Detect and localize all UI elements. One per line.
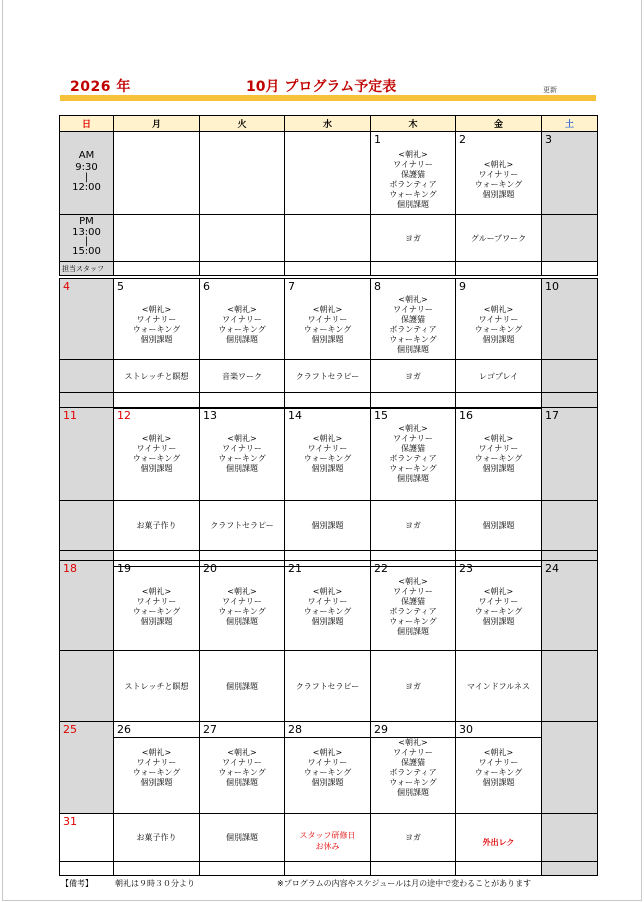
day-number: 22: [374, 562, 388, 575]
day-number: 26: [117, 723, 131, 736]
day-cell: [60, 722, 114, 814]
day-cell: [542, 722, 598, 814]
day-number: 13: [203, 409, 217, 422]
pm-time-label: PM 13:00 | 15:00: [60, 215, 114, 262]
week-pm-row: [60, 814, 598, 862]
weekday-mon: 月: [114, 116, 200, 132]
day-number: 15: [374, 409, 388, 422]
am-program: <朝礼> ワイナリー ウォーキング 個別課題: [474, 748, 523, 787]
day-number: 28: [288, 723, 302, 736]
am-program: <朝礼> ワイナリー ウォーキング 個別課題: [474, 305, 523, 344]
pm-program: クラフトセラピー: [285, 360, 371, 393]
day-cell: [456, 722, 542, 814]
day-cell: [200, 279, 285, 360]
day-number: [542, 722, 597, 736]
week-1-am-row: [60, 132, 598, 215]
week-block: [59, 278, 598, 409]
am-program: <朝礼> ワイナリー 保護猫 ボランティア ウォーキング 個別課題: [389, 577, 437, 636]
day-cell: [285, 722, 371, 814]
day-cell: [285, 132, 371, 215]
am-program: <朝礼> ワイナリー ウォーキング 個別課題: [474, 160, 523, 199]
pm-program: お菓子作り: [114, 814, 200, 862]
am-program: <朝礼> ワイナリー ウォーキング 個別課題: [474, 434, 523, 473]
header-bar: [60, 95, 596, 101]
day-number: 14: [288, 409, 302, 422]
day-number: 27: [203, 723, 217, 736]
day-number: 16: [459, 409, 473, 422]
day-cell: [200, 722, 285, 814]
day-cell: [114, 408, 200, 501]
weekday-sat: 土: [542, 116, 598, 132]
day-number: 8: [374, 280, 381, 293]
week-am-row: [60, 279, 598, 360]
day-cell: [542, 279, 598, 360]
day-cell: [60, 561, 114, 651]
weekday-wed: 水: [285, 116, 371, 132]
staff-row: [60, 862, 598, 876]
pm-program: 音楽ワーク: [200, 360, 285, 393]
day-number: 30: [459, 723, 473, 736]
week-am-row: [60, 722, 598, 814]
am-program: <朝礼> ワイナリー 保護猫 ボランティア ウォーキング 個別課題: [389, 738, 437, 797]
am-program: <朝礼> ワイナリー ウォーキング 個別課題: [218, 748, 266, 787]
am-program: <朝礼> ワイナリー ウォーキング 個別課題: [218, 587, 266, 626]
day-cell: [371, 722, 456, 814]
weekday-header-row: [60, 116, 598, 132]
pm-program: ヨガ: [371, 651, 456, 722]
day-number: 19: [117, 562, 131, 575]
day-number: 9: [459, 280, 466, 293]
day-number: 7: [288, 280, 295, 293]
weekday-thu: 木: [371, 116, 456, 132]
day-number: 5: [117, 280, 124, 293]
day-cell: [60, 408, 114, 501]
day-number: 18: [63, 562, 77, 575]
am-program: <朝礼> ワイナリー ウォーキング 個別課題: [132, 587, 181, 626]
am-program: <朝礼> ワイナリー ウォーキング 個別課題: [303, 305, 352, 344]
day-cell: [200, 132, 285, 215]
pm-program: ストレッチと瞑想: [114, 360, 200, 393]
week-block: [59, 721, 598, 876]
day-cell: [542, 408, 598, 501]
pm-program: お菓子作り: [114, 501, 200, 551]
day-cell: [60, 279, 114, 360]
day-cell: [456, 561, 542, 651]
day-cell: [456, 408, 542, 501]
day-cell: 3: [542, 132, 598, 215]
year-label: 2026 年: [70, 79, 131, 95]
pm-program: ヨガ: [371, 215, 456, 262]
pm-program: ストレッチと瞑想: [114, 651, 200, 722]
calendar-table: [59, 115, 598, 276]
pm-program: 個別課題: [285, 501, 371, 551]
day-cell: [456, 279, 542, 360]
week-pm-row: [60, 501, 598, 551]
page-title: 10月 プログラム予定表: [246, 79, 397, 95]
day-cell: [114, 722, 200, 814]
notes-disclaimer: ※プログラムの内容やスケジュールは月の途中で変わることがあります: [277, 879, 532, 888]
pm-program: スタッフ研修日 お休み: [285, 814, 371, 862]
day-number: 24: [545, 562, 559, 575]
day-number: 4: [63, 280, 70, 293]
day-cell: 2 <朝礼> ワイナリー ウォーキング 個別課題: [456, 132, 542, 215]
day-number: 12: [117, 409, 131, 422]
notes-morning: 朝礼は９時３０分より: [115, 879, 195, 888]
weekday-fri: 金: [456, 116, 542, 132]
am-program: <朝礼> ワイナリー ウォーキング 個別課題: [132, 305, 181, 344]
day-cell: [371, 561, 456, 651]
day-number: 20: [203, 562, 217, 575]
day-number: 31: [63, 815, 77, 828]
day-cell: [114, 561, 200, 651]
day-cell: 1 <朝礼> ワイナリー 保護猫 ボランティア ウォーキング 個別課題: [371, 132, 456, 215]
pm-program: クラフトセラピー: [200, 501, 285, 551]
day-cell: [542, 561, 598, 651]
updated-label: 更新: [543, 86, 557, 94]
day-number: 23: [459, 562, 473, 575]
day-cell: [285, 561, 371, 651]
pm-program: レゴプレイ: [456, 360, 542, 393]
day-cell: [285, 408, 371, 501]
day-number: 21: [288, 562, 302, 575]
day-number: 10: [545, 280, 559, 293]
am-program: <朝礼> ワイナリー ウォーキング 個別課題: [303, 748, 352, 787]
am-program: <朝礼> ワイナリー ウォーキング 個別課題: [303, 587, 352, 626]
week-block: [59, 560, 598, 738]
day-cell: [371, 279, 456, 360]
am-program: <朝礼> ワイナリー ウォーキング 個別課題: [132, 748, 181, 787]
am-program: <朝礼> ワイナリー 保護猫 ボランティア ウォーキング 個別課題: [389, 424, 437, 483]
am-program: <朝礼> ワイナリー ウォーキング 個別課題: [474, 587, 523, 626]
am-program: <朝礼> ワイナリー 保護猫 ボランティア ウォーキング 個別課題: [389, 150, 437, 209]
notes-label: 【備考】: [61, 879, 93, 888]
staff-row: [60, 262, 598, 276]
staff-label: 担当スタッフ: [62, 265, 104, 273]
day-cell: [114, 132, 200, 215]
day-number: 17: [545, 409, 559, 422]
am-program: <朝礼> ワイナリー ウォーキング 個別課題: [218, 434, 266, 473]
day-number: 11: [63, 409, 77, 422]
pm-program: クラフトセラピー: [285, 651, 371, 722]
week-pm-row: [60, 651, 598, 722]
am-program: <朝礼> ワイナリー ウォーキング 個別課題: [132, 434, 181, 473]
am-program: <朝礼> ワイナリー ウォーキング 個別課題: [218, 305, 266, 344]
pm-program: ヨガ: [371, 360, 456, 393]
day-cell: [200, 561, 285, 651]
pm-program: マインドフルネス: [456, 651, 542, 722]
am-program: <朝礼> ワイナリー 保護猫 ボランティア ウォーキング 個別課題: [389, 295, 437, 354]
notes-row: [59, 876, 597, 890]
day-cell: [371, 408, 456, 501]
week-am-row: [60, 408, 598, 501]
week-am-row: [60, 561, 598, 651]
week-pm-row: [60, 360, 598, 393]
pm-program: 個別課題: [456, 501, 542, 551]
pm-program: 個別課題: [200, 651, 285, 722]
pm-program: 個別課題: [200, 814, 285, 862]
pm-program: ヨガ: [371, 501, 456, 551]
day-cell: [200, 408, 285, 501]
week-block: [59, 407, 598, 567]
am-program: <朝礼> ワイナリー ウォーキング 個別課題: [303, 434, 352, 473]
day-number: 25: [63, 723, 77, 736]
pm-program: グループワーク: [456, 215, 542, 262]
weekday-sun: 日: [60, 116, 114, 132]
am-time-label: AM 9:30 | 12:00: [60, 132, 114, 215]
day-cell: [114, 279, 200, 360]
week-1-pm-row: [60, 215, 598, 262]
day-number: 29: [374, 723, 388, 736]
pm-program: ヨガ: [371, 814, 456, 862]
pm-program: 外出レク: [456, 814, 542, 862]
day-cell: [285, 279, 371, 360]
weekday-tue: 火: [200, 116, 285, 132]
day-number: 6: [203, 280, 210, 293]
